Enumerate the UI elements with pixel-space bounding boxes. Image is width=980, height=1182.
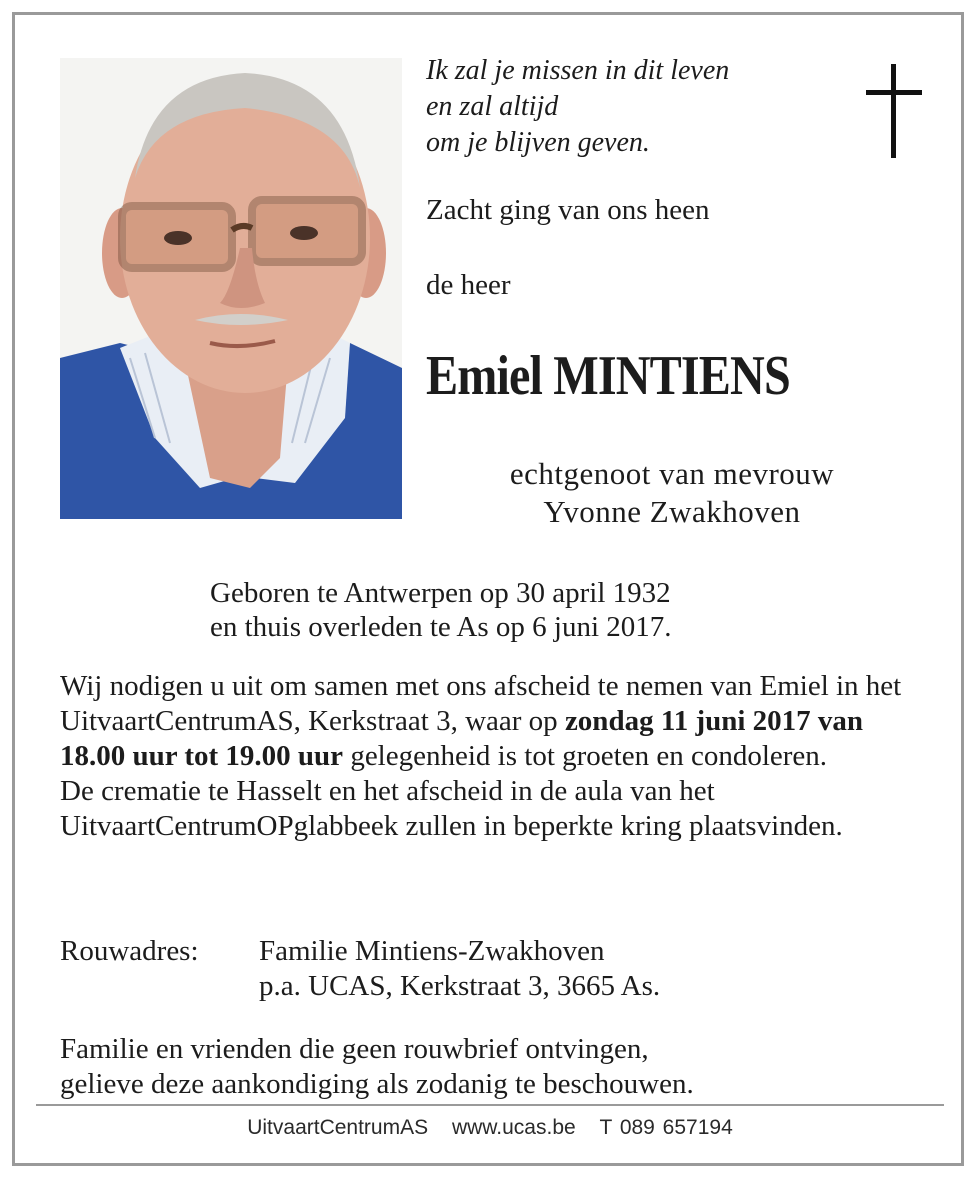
closing-line: gelieve deze aankondiging als zodanig te beschouwen.	[60, 1068, 694, 1100]
poem-line: om je blijven geven.	[426, 127, 650, 158]
invitation-paragraph	[60, 669, 930, 774]
invitation-text: Wij nodigen u uit om samen met ons afscheid te nemen van Emiel in het UitvaartCentrumAS, Kerkstraat 3, waar op	[60, 670, 902, 737]
footer-divider	[36, 1104, 944, 1106]
deceased-name: Emiel MINTIENS	[426, 345, 790, 407]
address-line: Familie Mintiens-Zwakhoven	[259, 935, 605, 967]
cremation-paragraph: De crematie te Hasselt en het afscheid in de aula van het UitvaartCentrumOPglabbeek zullen in beperkte kring plaatsvinden.	[60, 775, 843, 842]
death-line: en thuis overleden te As op 6 juni 2017.	[210, 611, 672, 643]
invitation-text-end: gelegenheid is tot groeten en condoleren.	[343, 740, 828, 772]
visitation-time: zondag 11 juni 2017 van 18.00 uur tot 19.00 uur	[60, 705, 864, 772]
footer-website[interactable]: www.ucas.be	[451, 1116, 576, 1139]
cross-icon	[866, 64, 922, 158]
poem-line: en zal altijd	[426, 91, 559, 122]
mourning-address-label: Rouwadres:	[60, 935, 199, 967]
address-line: p.a. UCAS, Kerkstraat 3, 3665 As.	[259, 970, 661, 1002]
mourning-address-value	[259, 934, 660, 1004]
honorific: de heer	[426, 269, 511, 301]
footer	[0, 1116, 980, 1140]
ceremony-info	[60, 669, 930, 844]
portrait-illustration	[60, 58, 402, 519]
closing-note	[60, 1032, 694, 1102]
intro-text: Zacht ging van ons heen	[426, 194, 710, 226]
birth-line: Geboren te Antwerpen op 30 april 1932	[210, 577, 671, 609]
poem-line: Ik zal je missen in dit leven	[426, 55, 730, 86]
birth-death-info	[210, 576, 672, 644]
portrait-photo	[60, 58, 402, 519]
footer-company: UitvaartCentrumAS	[247, 1116, 429, 1139]
closing-line: Familie en vrienden die geen rouwbrief ontvingen,	[60, 1033, 649, 1065]
spouse-line: echtgenoot van mevrouw	[509, 456, 835, 491]
footer-phone: T 089 657194	[599, 1116, 733, 1139]
poem	[426, 53, 729, 161]
spouse-name: Yvonne Zwakhoven	[543, 494, 801, 529]
spouse-info	[430, 455, 914, 531]
